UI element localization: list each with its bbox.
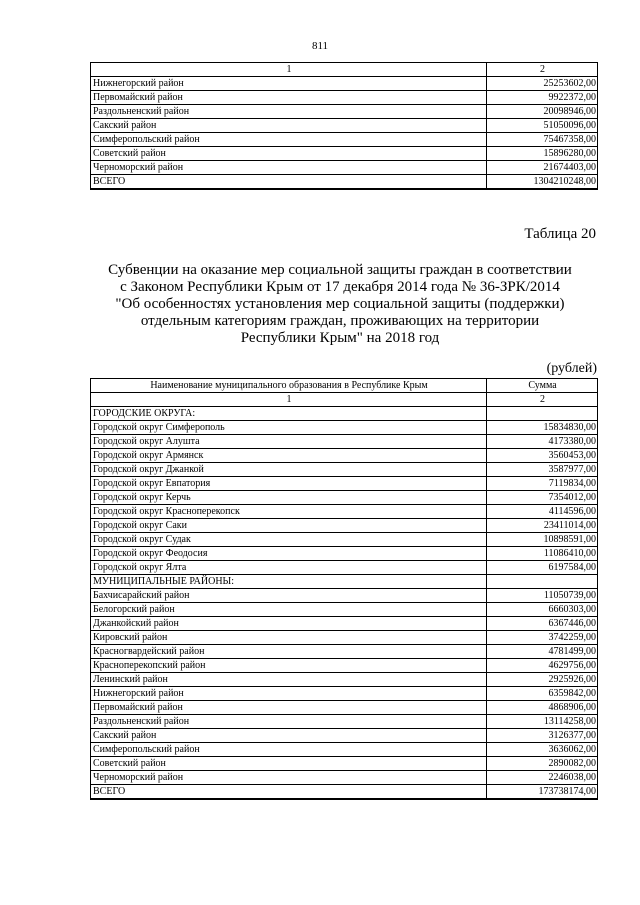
table-row xyxy=(91,463,598,477)
row-name: Городской округ Судак xyxy=(91,533,487,547)
row-name: Советский район xyxy=(91,147,487,161)
header-name: Наименование муниципального образования в Республике Крым xyxy=(91,379,487,393)
row-name: Городской округ Симферополь xyxy=(91,421,487,435)
row-name: ГОРОДСКИЕ ОКРУГА: xyxy=(91,407,487,421)
row-name: Городской округ Евпатория xyxy=(91,477,487,491)
row-name: Городской округ Армянск xyxy=(91,449,487,463)
row-name: ВСЕГО xyxy=(91,175,487,190)
row-name: Черноморский район xyxy=(91,161,487,175)
row-value: 7119834,00 xyxy=(487,477,598,491)
column-number-row xyxy=(91,63,598,77)
table-label: Таблица 20 xyxy=(524,226,596,242)
table-row xyxy=(91,701,598,715)
row-value: 1304210248,00 xyxy=(487,175,598,190)
section-header-city xyxy=(91,407,598,421)
title-line: с Законом Республики Крым от 17 декабря 2014 года № 36-ЗРК/2014 xyxy=(120,279,560,295)
row-name: Городской округ Ялта xyxy=(91,561,487,575)
table-row xyxy=(91,161,598,175)
row-value: 51050096,00 xyxy=(487,119,598,133)
table-row xyxy=(91,477,598,491)
column-number-2: 2 xyxy=(487,63,598,77)
table-row xyxy=(91,757,598,771)
row-value: 23411014,00 xyxy=(487,519,598,533)
top-table-body xyxy=(91,63,598,190)
table-row xyxy=(91,91,598,105)
table-row xyxy=(91,491,598,505)
total-row xyxy=(91,175,598,190)
column-number-1: 1 xyxy=(91,63,487,77)
row-name: ВСЕГО xyxy=(91,785,487,800)
table-title xyxy=(80,262,600,347)
table-row xyxy=(91,715,598,729)
table-row xyxy=(91,687,598,701)
table-row xyxy=(91,119,598,133)
row-value: 3742259,00 xyxy=(487,631,598,645)
row-name: Черноморский район xyxy=(91,771,487,785)
unit-label: (рублей) xyxy=(546,361,597,376)
row-name: Городской округ Алушта xyxy=(91,435,487,449)
table-row xyxy=(91,617,598,631)
row-name: Джанкойский район xyxy=(91,617,487,631)
table-row xyxy=(91,533,598,547)
main-table-body xyxy=(91,379,598,800)
table-row xyxy=(91,147,598,161)
table-row xyxy=(91,421,598,435)
title-line: "Об особенностях установления мер социальной защиты (поддержки) xyxy=(115,296,565,312)
row-value xyxy=(487,575,598,589)
row-name: Нижнегорский район xyxy=(91,687,487,701)
row-value: 11086410,00 xyxy=(487,547,598,561)
column-number-1: 1 xyxy=(91,393,487,407)
table-row xyxy=(91,519,598,533)
row-value: 21674403,00 xyxy=(487,161,598,175)
row-name: МУНИЦИПАЛЬНЫЕ РАЙОНЫ: xyxy=(91,575,487,589)
row-name: Белогорский район xyxy=(91,603,487,617)
row-name: Симферопольский район xyxy=(91,743,487,757)
row-value: 4868906,00 xyxy=(487,701,598,715)
total-row xyxy=(91,785,598,800)
row-value: 15896280,00 xyxy=(487,147,598,161)
row-value: 15834830,00 xyxy=(487,421,598,435)
row-value: 25253602,00 xyxy=(487,77,598,91)
row-name: Раздольненский район xyxy=(91,105,487,119)
title-line: Субвенции на оказание мер социальной защиты граждан в соответствии xyxy=(108,262,572,278)
row-value: 20098946,00 xyxy=(487,105,598,119)
row-value: 4114596,00 xyxy=(487,505,598,519)
table-row xyxy=(91,603,598,617)
row-value: 75467358,00 xyxy=(487,133,598,147)
table-row xyxy=(91,435,598,449)
row-value: 6359842,00 xyxy=(487,687,598,701)
row-value: 3560453,00 xyxy=(487,449,598,463)
row-name: Красноперекопский район xyxy=(91,659,487,673)
column-number-2: 2 xyxy=(487,393,598,407)
top-table xyxy=(90,62,598,190)
row-value: 13114258,00 xyxy=(487,715,598,729)
row-value: 7354012,00 xyxy=(487,491,598,505)
table-row xyxy=(91,105,598,119)
row-name: Городской округ Джанкой xyxy=(91,463,487,477)
table-row xyxy=(91,547,598,561)
row-name: Советский район xyxy=(91,757,487,771)
row-value: 11050739,00 xyxy=(487,589,598,603)
table-row xyxy=(91,673,598,687)
table-row xyxy=(91,743,598,757)
main-table xyxy=(90,378,598,800)
row-value: 3126377,00 xyxy=(487,729,598,743)
table-row xyxy=(91,659,598,673)
row-value: 4629756,00 xyxy=(487,659,598,673)
row-value: 6660303,00 xyxy=(487,603,598,617)
table-row xyxy=(91,729,598,743)
row-name: Нижнегорский район xyxy=(91,77,487,91)
row-value: 173738174,00 xyxy=(487,785,598,800)
table-row xyxy=(91,133,598,147)
row-value: 3587977,00 xyxy=(487,463,598,477)
section-header-district xyxy=(91,575,598,589)
row-name: Городской округ Саки xyxy=(91,519,487,533)
table-row xyxy=(91,645,598,659)
row-name: Городской округ Феодосия xyxy=(91,547,487,561)
row-value: 10898591,00 xyxy=(487,533,598,547)
row-name: Первомайский район xyxy=(91,91,487,105)
table-row xyxy=(91,631,598,645)
row-name: Раздольненский район xyxy=(91,715,487,729)
row-name: Кировский район xyxy=(91,631,487,645)
table-row xyxy=(91,771,598,785)
row-name: Красногвардейский район xyxy=(91,645,487,659)
row-value: 6197584,00 xyxy=(487,561,598,575)
row-name: Городской округ Керчь xyxy=(91,491,487,505)
row-value: 3636062,00 xyxy=(487,743,598,757)
header-sum: Сумма xyxy=(487,379,598,393)
row-name: Сакский район xyxy=(91,729,487,743)
title-line: отдельным категориям граждан, проживающих на территории xyxy=(140,313,540,329)
column-number-row xyxy=(91,393,598,407)
row-name: Бахчисарайский район xyxy=(91,589,487,603)
row-name: Сакский район xyxy=(91,119,487,133)
row-name: Симферопольский район xyxy=(91,133,487,147)
page-number: 811 xyxy=(311,40,329,52)
header-row xyxy=(91,379,598,393)
row-value: 4173380,00 xyxy=(487,435,598,449)
row-name: Ленинский район xyxy=(91,673,487,687)
row-value: 9922372,00 xyxy=(487,91,598,105)
table-row xyxy=(91,589,598,603)
row-value: 2246038,00 xyxy=(487,771,598,785)
title-line: Республики Крым" на 2018 год xyxy=(240,330,440,346)
table-row xyxy=(91,505,598,519)
table-row xyxy=(91,77,598,91)
table-row xyxy=(91,561,598,575)
row-name: Первомайский район xyxy=(91,701,487,715)
table-row xyxy=(91,449,598,463)
row-name: Городской округ Красноперекопск xyxy=(91,505,487,519)
row-value: 4781499,00 xyxy=(487,645,598,659)
row-value: 6367446,00 xyxy=(487,617,598,631)
row-value xyxy=(487,407,598,421)
row-value: 2890082,00 xyxy=(487,757,598,771)
row-value: 2925926,00 xyxy=(487,673,598,687)
